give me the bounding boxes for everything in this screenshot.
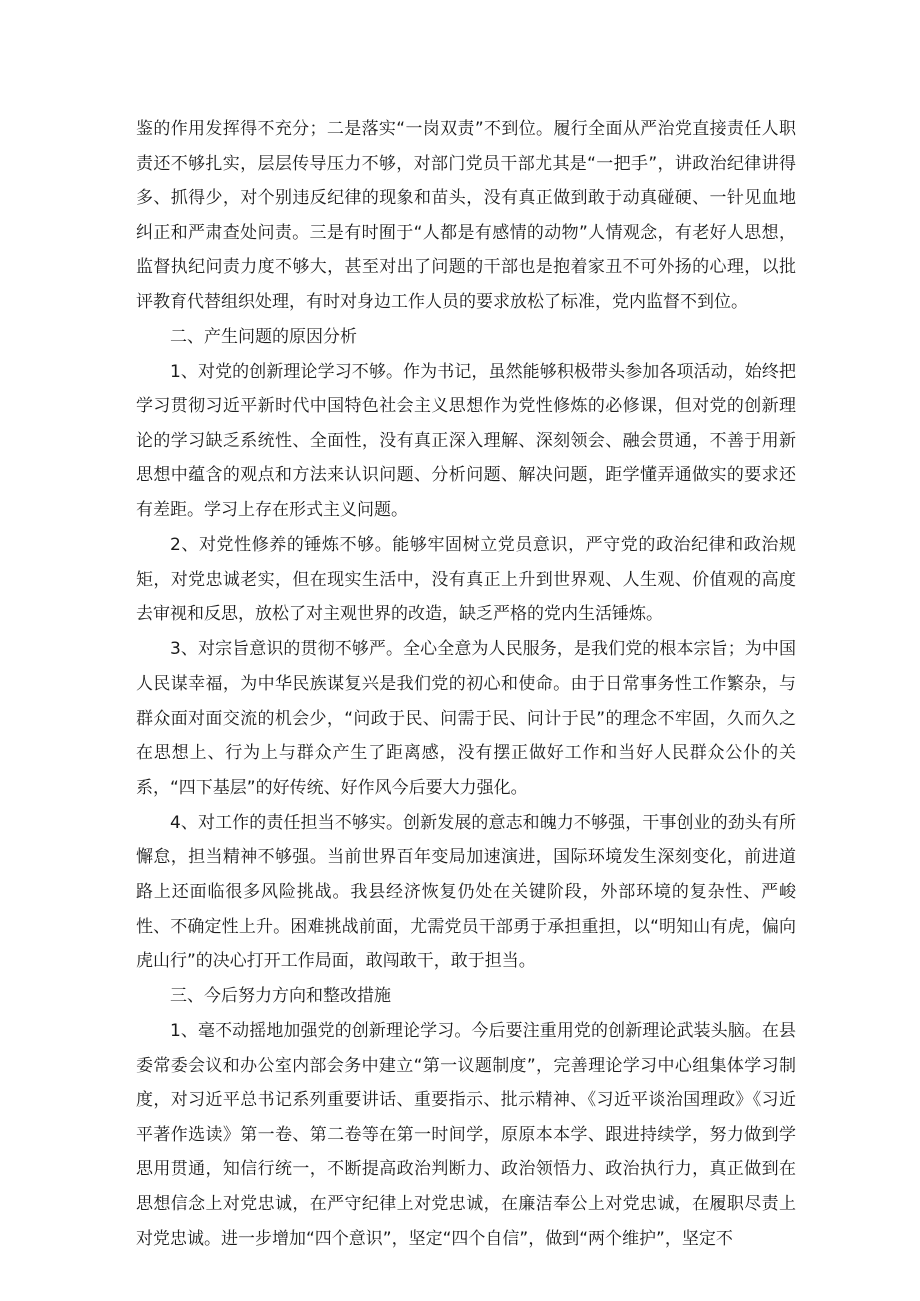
- section-heading-rectification: 三、今后努力方向和整改措施: [170, 986, 391, 1007]
- paragraph-strengthen-study: 1、毫不动摇地加强党的创新理论学习。今后要注重用党的创新理论武装头脑。在县委常委会议和办公室内部会务中建立“第一议题制度”，完善理论学习中心组集体学习制度，对习近平总书记系列重要讲话、重要指示、批示精神、《习近平谈治国理政》《习近平著作选读》第一卷、第二卷等在第一时间学，原原本本学、跟进持续学，努力做到学思用贯通，知信行统一，不断提高政治判断力、政治领悟力、政治执行力，真正做到在思想信念上对党忠诚，在严守纪律上对党忠诚，在廉洁奉公上对党忠诚，在履职尽责上对党忠诚。进一步增加“四个意识”，坚定“四个自信”，做到“两个维护”，坚定不: [136, 1020, 796, 1249]
- paragraph-theory-study: 1、对党的创新理论学习不够。作为书记，虽然能够积极带头参加各项活动，始终把学习贯彻习近平新时代中国特色社会主义思想作为党性修炼的必修课，但对党的创新理论的学习缺乏系统性、全面性，没有真正深入理解、深刻领会、融会贯通，不善于用新思想中蕴含的观点和方法来认识问题、分析问题、解决问题，距学懂弄通做实的要求还有差距。学习上存在形式主义问题。: [136, 361, 796, 521]
- section-heading-cause-analysis: 二、产生问题的原因分析: [170, 327, 357, 348]
- paragraph-party-spirit: 2、对党性修养的锤炼不够。能够牢固树立党员意识，严守党的政治纪律和政治规矩，对党忠诚老实，但在现实生活中，没有真正上升到世界观、人生观、价值观的高度去审视和反思，放松了对主观世界的改造，缺乏严格的党内生活锤炼。: [136, 535, 796, 625]
- paragraph-responsibility: 4、对工作的责任担当不够实。创新发展的意志和魄力不够强，干事创业的劲头有所懈怠，担当精神不够强。当前世界百年变局加速演进，国际环境发生深刻变化，前进道路上还面临很多风险挑战。我县经济恢复仍处在关键阶段，外部环境的复杂性、严峻性、不确定性上升。困难挑战前面，尤需党员干部勇于承担重担，以“明知山有虎，偏向虎山行”的决心打开工作局面，敢闯敢干，敢于担当。: [136, 812, 796, 972]
- paragraph-purpose-awareness: 3、对宗旨意识的贯彻不够严。全心全意为人民服务，是我们党的根本宗旨；为中国人民谋幸福，为中华民族谋复兴是我们党的初心和使命。由于日常事务性工作繁杂，与群众面对面交流的机会少，“问政于民、问需于民、问计于民”的理念不牢固，久而久之在思想上、行为上与群众产生了距离感，没有摆正做好工作和当好人民群众公仆的关系，“四下基层”的好传统、好作风今后要大力强化。: [136, 639, 796, 798]
- document-body: [136, 112, 796, 1257]
- paragraph-continued: 鉴的作用发挥得不充分；二是落实“一岗双责”不到位。履行全面从严治党直接责任人职责还不够扎实，层层传导压力不够，对部门党员干部尤其是“一把手”，讲政治纪律讲得多、抓得少，对个别违反纪律的现象和苗头，没有真正做到敢于动真碰硬、一针见血地纠正和严肃查处问责。三是有时囿于“人都是有感情的动物”人情观念，有老好人思想，监督执纪问责力度不够大，甚至对出了问题的干部也是抱着家丑不可外扬的心理，以批评教育代替组织处理，有时对身边工作人员的要求放松了标准，党内监督不到位。: [136, 119, 796, 312]
